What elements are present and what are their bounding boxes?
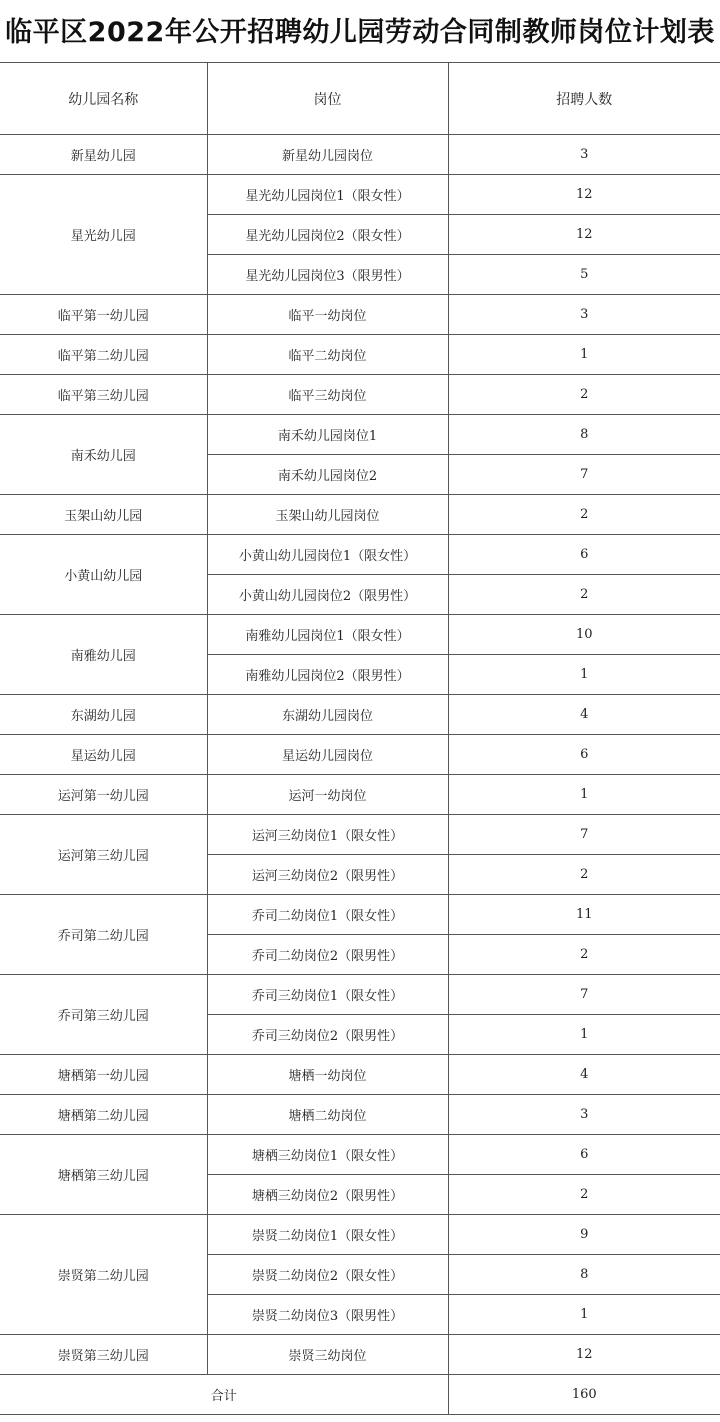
recruit-count-cell: 2 — [448, 935, 720, 975]
recruit-count-cell: 2 — [448, 375, 720, 415]
table-row — [0, 775, 720, 815]
recruit-count-cell: 6 — [448, 735, 720, 775]
kindergarten-name-cell: 乔司第二幼儿园 — [0, 895, 207, 975]
kindergarten-name-cell: 崇贤第三幼儿园 — [0, 1335, 207, 1375]
recruit-count-cell: 1 — [448, 655, 720, 695]
kindergarten-name-cell: 塘栖第一幼儿园 — [0, 1055, 207, 1095]
post-cell: 塘栖二幼岗位 — [207, 1095, 448, 1135]
post-cell: 运河三幼岗位1（限女性） — [207, 815, 448, 855]
post-cell: 乔司二幼岗位1（限女性） — [207, 895, 448, 935]
recruit-count-cell: 4 — [448, 1055, 720, 1095]
recruit-count-cell: 6 — [448, 1135, 720, 1175]
post-cell: 星光幼儿园岗位2（限女性） — [207, 215, 448, 255]
recruit-count-cell: 12 — [448, 215, 720, 255]
post-cell: 塘栖一幼岗位 — [207, 1055, 448, 1095]
recruit-count-cell: 8 — [448, 415, 720, 455]
recruit-count-cell: 2 — [448, 1175, 720, 1215]
table-row — [0, 1215, 720, 1255]
post-cell: 星运幼儿园岗位 — [207, 735, 448, 775]
post-cell: 南雅幼儿园岗位1（限女性） — [207, 615, 448, 655]
kindergarten-name-cell: 星运幼儿园 — [0, 735, 207, 775]
post-cell: 临平三幼岗位 — [207, 375, 448, 415]
recruit-count-cell: 2 — [448, 575, 720, 615]
post-cell: 临平一幼岗位 — [207, 295, 448, 335]
post-cell: 塘栖三幼岗位2（限男性） — [207, 1175, 448, 1215]
recruit-count-cell: 12 — [448, 1335, 720, 1375]
kindergarten-name-cell: 临平第一幼儿园 — [0, 295, 207, 335]
post-cell: 崇贤三幼岗位 — [207, 1335, 448, 1375]
header-post: 岗位 — [207, 63, 448, 135]
kindergarten-name-cell: 塘栖第三幼儿园 — [0, 1135, 207, 1215]
table-row — [0, 1095, 720, 1135]
post-cell: 乔司三幼岗位1（限女性） — [207, 975, 448, 1015]
table-row — [0, 895, 720, 935]
table-row — [0, 975, 720, 1015]
kindergarten-name-cell: 南禾幼儿园 — [0, 415, 207, 495]
recruit-count-cell: 8 — [448, 1255, 720, 1295]
table-row — [0, 815, 720, 855]
table-row — [0, 1335, 720, 1375]
post-cell: 崇贤二幼岗位3（限男性） — [207, 1295, 448, 1335]
kindergarten-name-cell: 小黄山幼儿园 — [0, 535, 207, 615]
post-cell: 小黄山幼儿园岗位1（限女性） — [207, 535, 448, 575]
recruit-count-cell: 1 — [448, 1015, 720, 1055]
total-count: 160 — [448, 1375, 720, 1415]
post-cell: 临平二幼岗位 — [207, 335, 448, 375]
recruitment-plan-table — [0, 62, 720, 1415]
table-row — [0, 135, 720, 175]
post-cell: 星光幼儿园岗位1（限女性） — [207, 175, 448, 215]
table-row — [0, 535, 720, 575]
recruit-count-cell: 2 — [448, 495, 720, 535]
kindergarten-name-cell: 东湖幼儿园 — [0, 695, 207, 735]
post-cell: 南雅幼儿园岗位2（限男性） — [207, 655, 448, 695]
recruit-count-cell: 7 — [448, 815, 720, 855]
post-cell: 乔司三幼岗位2（限男性） — [207, 1015, 448, 1055]
recruit-count-cell: 6 — [448, 535, 720, 575]
recruit-count-cell: 2 — [448, 855, 720, 895]
post-cell: 崇贤二幼岗位2（限女性） — [207, 1255, 448, 1295]
recruit-count-cell: 1 — [448, 1295, 720, 1335]
recruit-count-cell: 1 — [448, 335, 720, 375]
header-recruit-count: 招聘人数 — [448, 63, 720, 135]
kindergarten-name-cell: 运河第三幼儿园 — [0, 815, 207, 895]
recruit-count-cell: 9 — [448, 1215, 720, 1255]
post-cell: 新星幼儿园岗位 — [207, 135, 448, 175]
post-cell: 小黄山幼儿园岗位2（限男性） — [207, 575, 448, 615]
table-row — [0, 415, 720, 455]
kindergarten-name-cell: 星光幼儿园 — [0, 175, 207, 295]
post-cell: 星光幼儿园岗位3（限男性） — [207, 255, 448, 295]
total-row — [0, 1375, 720, 1415]
post-cell: 崇贤二幼岗位1（限女性） — [207, 1215, 448, 1255]
kindergarten-name-cell: 塘栖第二幼儿园 — [0, 1095, 207, 1135]
kindergarten-name-cell: 临平第三幼儿园 — [0, 375, 207, 415]
table-row — [0, 695, 720, 735]
post-cell: 东湖幼儿园岗位 — [207, 695, 448, 735]
kindergarten-name-cell: 新星幼儿园 — [0, 135, 207, 175]
recruit-count-cell: 3 — [448, 1095, 720, 1135]
kindergarten-name-cell: 南雅幼儿园 — [0, 615, 207, 695]
table-row — [0, 375, 720, 415]
post-cell: 玉架山幼儿园岗位 — [207, 495, 448, 535]
table-header-row — [0, 63, 720, 135]
table-row — [0, 735, 720, 775]
recruit-count-cell: 12 — [448, 175, 720, 215]
recruit-count-cell: 7 — [448, 455, 720, 495]
page-title: 临平区2022年公开招聘幼儿园劳动合同制教师岗位计划表 — [5, 17, 715, 48]
kindergarten-name-cell: 运河第一幼儿园 — [0, 775, 207, 815]
table-row — [0, 295, 720, 335]
post-cell: 乔司二幼岗位2（限男性） — [207, 935, 448, 975]
post-cell: 南禾幼儿园岗位2 — [207, 455, 448, 495]
header-kindergarten-name: 幼儿园名称 — [0, 63, 207, 135]
post-cell: 塘栖三幼岗位1（限女性） — [207, 1135, 448, 1175]
recruit-count-cell: 3 — [448, 135, 720, 175]
recruit-count-cell: 7 — [448, 975, 720, 1015]
table-row — [0, 1055, 720, 1095]
table-row — [0, 615, 720, 655]
recruit-count-cell: 10 — [448, 615, 720, 655]
kindergarten-name-cell: 临平第二幼儿园 — [0, 335, 207, 375]
table-row — [0, 175, 720, 215]
kindergarten-name-cell: 玉架山幼儿园 — [0, 495, 207, 535]
post-cell: 运河一幼岗位 — [207, 775, 448, 815]
table-row — [0, 495, 720, 535]
recruit-count-cell: 3 — [448, 295, 720, 335]
recruit-count-cell: 1 — [448, 775, 720, 815]
total-label: 合计 — [0, 1375, 448, 1415]
table-row — [0, 335, 720, 375]
kindergarten-name-cell: 乔司第三幼儿园 — [0, 975, 207, 1055]
table-row — [0, 1135, 720, 1175]
post-cell: 南禾幼儿园岗位1 — [207, 415, 448, 455]
recruit-count-cell: 5 — [448, 255, 720, 295]
recruit-count-cell: 4 — [448, 695, 720, 735]
recruit-count-cell: 11 — [448, 895, 720, 935]
kindergarten-name-cell: 崇贤第二幼儿园 — [0, 1215, 207, 1335]
post-cell: 运河三幼岗位2（限男性） — [207, 855, 448, 895]
